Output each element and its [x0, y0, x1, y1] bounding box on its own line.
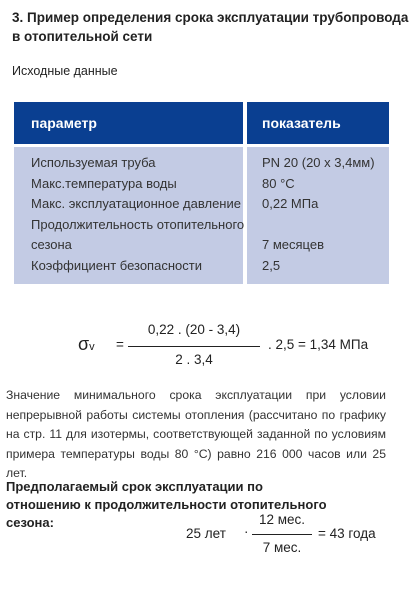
- value-cell: PN 20 (20 x 3,4мм): [262, 155, 375, 170]
- param-cell: Используемая труба: [31, 155, 156, 170]
- fraction-denominator: 7 мес.: [262, 540, 302, 555]
- formula-result: = 43 года: [318, 526, 376, 541]
- multiply-dot: ·: [244, 524, 249, 539]
- fraction-line: [128, 346, 260, 347]
- value-cell: 2,5: [262, 257, 281, 273]
- value-column: [247, 147, 389, 284]
- section-subtitle: Исходные данные: [12, 64, 118, 78]
- fraction-numerator: 12 мес.: [258, 512, 306, 527]
- years-value: 25 лет: [186, 526, 226, 541]
- param-cell: Макс.температура воды: [31, 175, 177, 191]
- param-cell: Макс. эксплуатационное давление: [31, 196, 241, 211]
- input-data-table: [14, 102, 389, 284]
- param-cell: сезона: [31, 237, 72, 252]
- param-cell: Продолжительность отопительного: [31, 216, 245, 232]
- param-cell: Коэффициент безопасности: [31, 257, 202, 273]
- header-param: параметр: [14, 102, 247, 144]
- fraction-numerator: 0,22 . (20 - 3,4): [147, 322, 241, 337]
- service-life-formula: [186, 510, 406, 558]
- table-body: [14, 147, 389, 284]
- stress-formula: [78, 322, 398, 370]
- value-cell: 0,22 МПа: [262, 196, 319, 211]
- equals-sign: =: [116, 337, 124, 352]
- param-column: [14, 147, 247, 284]
- explanation-paragraph: Значение минимального срока эксплуатации при условии непрерывной работы системы отопления (рассчитано по графику на стр. 11 для изотермы, соответствующей заданной по условиям примера температуры воды 80 °C) равно 216 000 часов или 25 лет.: [6, 388, 386, 480]
- formula-result: . 2,5 = 1,34 МПа: [268, 337, 369, 352]
- header-value: показатель: [262, 115, 341, 131]
- value-cell: 7 месяцев: [262, 237, 324, 252]
- sigma-subscript: v: [89, 341, 95, 353]
- section-title: 3. Пример определения срока эксплуатации трубопровода в отопительной сети: [12, 10, 409, 44]
- fraction-denominator: 2 . 3,4: [175, 352, 213, 367]
- fraction-line: [252, 534, 312, 535]
- value-cell: 80 °C: [262, 175, 295, 191]
- value-cell-empty: [262, 215, 389, 236]
- sigma-symbol: [78, 334, 95, 355]
- sigma-letter: σ: [78, 334, 90, 354]
- service-life-label: Предполагаемый срок эксплуатации по отношению к продолжительности отопительного сезона:: [6, 479, 327, 530]
- table-header: [14, 102, 389, 147]
